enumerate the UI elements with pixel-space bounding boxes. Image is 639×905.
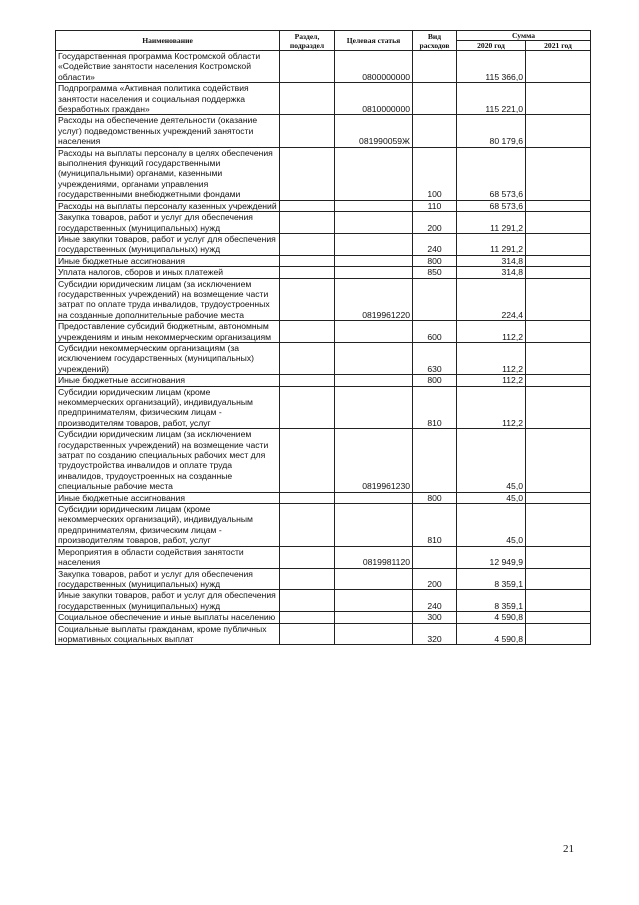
- page-number: 21: [563, 843, 574, 855]
- row-sum-2020: 45,0: [457, 429, 526, 492]
- row-name: Иные бюджетные ассигнования: [56, 255, 280, 266]
- row-sum-2020: 314,8: [457, 255, 526, 266]
- row-type: [413, 51, 457, 83]
- row-name: Закупка товаров, работ и услуг для обеспечения государственных (муниципальных) нужд: [56, 568, 280, 590]
- row-sum-2020: 45,0: [457, 492, 526, 503]
- table-row: [56, 342, 591, 374]
- row-section: [280, 623, 335, 645]
- table-row: [56, 623, 591, 645]
- row-target: 0810000000: [335, 83, 413, 115]
- table-row: [56, 83, 591, 115]
- row-sum-2020: 4 590,8: [457, 623, 526, 645]
- row-name: Расходы на выплаты персоналу казенных учреждений: [56, 200, 280, 211]
- row-name: Субсидии некоммерческим организациям (за исключением государственных (муниципальных) учреждений): [56, 342, 280, 374]
- row-type: 200: [413, 212, 457, 234]
- header-year-2020: 2020 год: [457, 41, 526, 51]
- row-name: Государственная программа Костромской области «Содействие занятости населения Костромской области»: [56, 51, 280, 83]
- row-section: [280, 386, 335, 429]
- row-name: Иные закупки товаров, работ и услуг для обеспечения государственных (муниципальных) нужд: [56, 233, 280, 255]
- row-target: [335, 623, 413, 645]
- row-sum-2020: 314,8: [457, 267, 526, 278]
- row-target: [335, 492, 413, 503]
- row-section: [280, 115, 335, 147]
- header-name: Наименование: [56, 31, 280, 51]
- row-section: [280, 321, 335, 343]
- row-type: 110: [413, 200, 457, 211]
- table-row: [56, 504, 591, 547]
- row-type: 630: [413, 342, 457, 374]
- row-target: [335, 321, 413, 343]
- row-name: Социальные выплаты гражданам, кроме публичных нормативных социальных выплат: [56, 623, 280, 645]
- row-sum-2020: 8 359,1: [457, 590, 526, 612]
- row-section: [280, 492, 335, 503]
- table-row: [56, 321, 591, 343]
- table-row: [56, 386, 591, 429]
- row-type: 300: [413, 612, 457, 623]
- row-sum-2021: [526, 375, 591, 386]
- row-target: [335, 212, 413, 234]
- row-target: [335, 590, 413, 612]
- row-sum-2021: [526, 342, 591, 374]
- row-name: Субсидии юридическим лицам (за исключением государственных учреждений) на возмещение части затрат по оплате труда инвалидов, трудоустроенных на созданные дополнительные рабочие места: [56, 278, 280, 321]
- row-section: [280, 429, 335, 492]
- row-sum-2021: [526, 212, 591, 234]
- row-sum-2020: 112,2: [457, 386, 526, 429]
- row-sum-2020: 45,0: [457, 504, 526, 547]
- header-sum: Сумма: [457, 31, 591, 41]
- row-sum-2020: 80 179,6: [457, 115, 526, 147]
- row-section: [280, 255, 335, 266]
- table-row: [56, 233, 591, 255]
- row-sum-2020: 11 291,2: [457, 212, 526, 234]
- row-target: [335, 386, 413, 429]
- row-target: 081990059Ж: [335, 115, 413, 147]
- row-target: [335, 200, 413, 211]
- row-section: [280, 233, 335, 255]
- row-target: 0800000000: [335, 51, 413, 83]
- row-sum-2021: [526, 267, 591, 278]
- row-type: [413, 278, 457, 321]
- table-row: [56, 568, 591, 590]
- row-sum-2021: [526, 590, 591, 612]
- row-sum-2020: 12 949,9: [457, 546, 526, 568]
- table-row: [56, 147, 591, 200]
- row-sum-2020: 115 221,0: [457, 83, 526, 115]
- row-target: [335, 255, 413, 266]
- row-section: [280, 590, 335, 612]
- row-target: [335, 267, 413, 278]
- row-sum-2021: [526, 568, 591, 590]
- row-name: Субсидии юридическим лицам (кроме некоммерческих организаций), индивидуальным предпринимателям, физическим лицам - производителям товаров, работ, услуг: [56, 386, 280, 429]
- row-sum-2020: 4 590,8: [457, 612, 526, 623]
- row-sum-2020: 115 366,0: [457, 51, 526, 83]
- row-section: [280, 546, 335, 568]
- row-sum-2021: [526, 546, 591, 568]
- row-sum-2020: 8 359,1: [457, 568, 526, 590]
- row-sum-2021: [526, 278, 591, 321]
- row-name: Расходы на обеспечение деятельности (оказание услуг) подведомственных учреждений занятости населения: [56, 115, 280, 147]
- row-section: [280, 568, 335, 590]
- row-section: [280, 342, 335, 374]
- table-row: [56, 612, 591, 623]
- row-type: 800: [413, 375, 457, 386]
- row-sum-2021: [526, 51, 591, 83]
- row-type: [413, 429, 457, 492]
- row-section: [280, 375, 335, 386]
- row-section: [280, 83, 335, 115]
- row-name: Социальное обеспечение и иные выплаты населению: [56, 612, 280, 623]
- row-name: Иные бюджетные ассигнования: [56, 375, 280, 386]
- row-name: Закупка товаров, работ и услуг для обеспечения государственных (муниципальных) нужд: [56, 212, 280, 234]
- row-sum-2020: 11 291,2: [457, 233, 526, 255]
- row-sum-2020: 68 573,6: [457, 200, 526, 211]
- row-type: 320: [413, 623, 457, 645]
- header-target: Целевая статья: [335, 31, 413, 51]
- table-row: [56, 375, 591, 386]
- row-section: [280, 278, 335, 321]
- row-sum-2020: 112,2: [457, 375, 526, 386]
- row-target: [335, 568, 413, 590]
- header-type: Вид расходов: [413, 31, 457, 51]
- table-row: [56, 200, 591, 211]
- row-sum-2021: [526, 147, 591, 200]
- table-row: [56, 51, 591, 83]
- row-section: [280, 147, 335, 200]
- row-section: [280, 51, 335, 83]
- row-type: 850: [413, 267, 457, 278]
- row-sum-2021: [526, 492, 591, 503]
- row-type: 100: [413, 147, 457, 200]
- row-name: Мероприятия в области содействия занятости населения: [56, 546, 280, 568]
- table-row: [56, 212, 591, 234]
- row-type: 800: [413, 255, 457, 266]
- row-section: [280, 612, 335, 623]
- budget-table: [55, 30, 591, 645]
- row-target: [335, 147, 413, 200]
- row-type: 810: [413, 386, 457, 429]
- row-type: 810: [413, 504, 457, 547]
- table-row: [56, 255, 591, 266]
- row-sum-2021: [526, 623, 591, 645]
- row-sum-2021: [526, 83, 591, 115]
- table-row: [56, 278, 591, 321]
- row-section: [280, 267, 335, 278]
- header-section: Раздел, подраздел: [280, 31, 335, 51]
- row-name: Предоставление субсидий бюджетным, автономным учреждениям и иным некоммерческим организациям: [56, 321, 280, 343]
- row-target: [335, 612, 413, 623]
- row-sum-2020: 68 573,6: [457, 147, 526, 200]
- row-name: Подпрограмма «Активная политика содействия занятости населения и социальная поддержка безработных граждан»: [56, 83, 280, 115]
- row-type: 800: [413, 492, 457, 503]
- row-section: [280, 504, 335, 547]
- table-row: [56, 267, 591, 278]
- row-name: Расходы на выплаты персоналу в целях обеспечения выполнения функций государственными (муниципальными) органами, казенными учреждениями, органами управления государственными внебюджетными фондами: [56, 147, 280, 200]
- row-type: 240: [413, 233, 457, 255]
- row-type: 600: [413, 321, 457, 343]
- row-sum-2020: 224,4: [457, 278, 526, 321]
- table-row: [56, 546, 591, 568]
- row-sum-2021: [526, 233, 591, 255]
- row-type: [413, 546, 457, 568]
- row-sum-2021: [526, 200, 591, 211]
- row-target: [335, 233, 413, 255]
- table-row: [56, 492, 591, 503]
- row-name: Иные закупки товаров, работ и услуг для обеспечения государственных (муниципальных) нужд: [56, 590, 280, 612]
- row-sum-2021: [526, 386, 591, 429]
- row-sum-2020: 112,2: [457, 321, 526, 343]
- table-body: [56, 51, 591, 645]
- row-section: [280, 200, 335, 211]
- row-type: 200: [413, 568, 457, 590]
- row-type: 240: [413, 590, 457, 612]
- row-sum-2020: 112,2: [457, 342, 526, 374]
- table-row: [56, 429, 591, 492]
- row-target: [335, 375, 413, 386]
- row-target: 0819981120: [335, 546, 413, 568]
- row-sum-2021: [526, 429, 591, 492]
- row-target: 0819961230: [335, 429, 413, 492]
- row-name: Иные бюджетные ассигнования: [56, 492, 280, 503]
- table-row: [56, 115, 591, 147]
- row-name: Субсидии юридическим лицам (кроме некоммерческих организаций), индивидуальным предпринимателям, физическим лицам - производителям товаров, работ, услуг: [56, 504, 280, 547]
- row-sum-2021: [526, 115, 591, 147]
- row-section: [280, 212, 335, 234]
- row-target: [335, 342, 413, 374]
- row-sum-2021: [526, 612, 591, 623]
- row-sum-2021: [526, 321, 591, 343]
- row-name: Субсидии юридическим лицам (за исключением государственных учреждений) на возмещение части затрат по созданию специальных рабочих мест для трудоустройства инвалидов и оплате труда инвалидов, трудоустроенных на созданные специальные рабочие места: [56, 429, 280, 492]
- row-name: Уплата налогов, сборов и иных платежей: [56, 267, 280, 278]
- row-type: [413, 115, 457, 147]
- header-year-2021: 2021 год: [526, 41, 591, 51]
- row-type: [413, 83, 457, 115]
- row-sum-2021: [526, 255, 591, 266]
- table-row: [56, 590, 591, 612]
- row-target: 0819961220: [335, 278, 413, 321]
- row-target: [335, 504, 413, 547]
- row-sum-2021: [526, 504, 591, 547]
